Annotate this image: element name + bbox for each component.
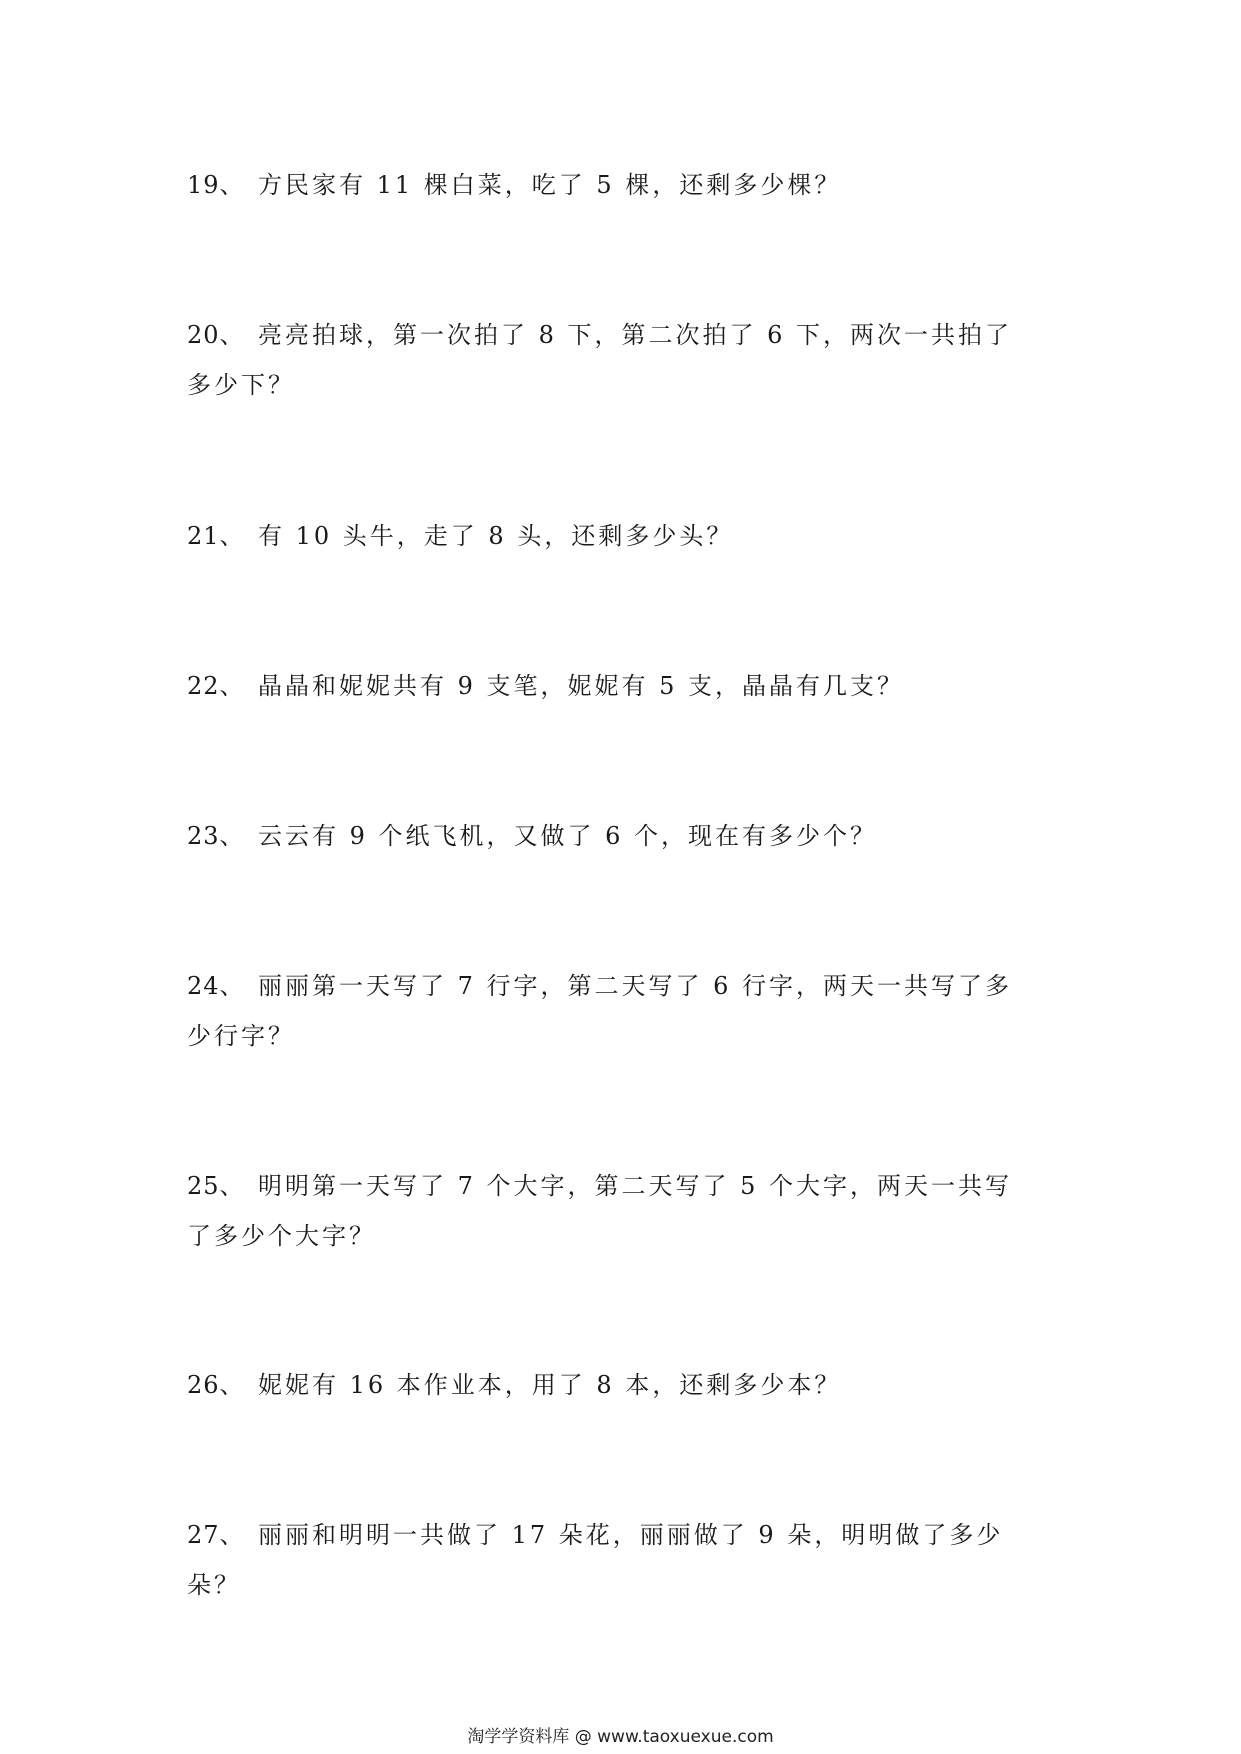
problem-text: 丽丽和明明一共做了 17 朵花，丽丽做了 9 朵，明明做了多少朵？ — [187, 1521, 1004, 1599]
problem-number: 24、 — [187, 972, 245, 1000]
problem-number: 23、 — [187, 822, 245, 850]
problem-text: 云云有 9 个纸飞机，又做了 6 个，现在有多少个？ — [258, 822, 878, 850]
problem-text: 妮妮有 16 本作业本，用了 8 本，还剩多少本？ — [258, 1371, 842, 1399]
problem-number: 21、 — [187, 522, 245, 550]
problem-22 — [187, 661, 1037, 711]
problem-number: 22、 — [187, 672, 245, 700]
problem-text: 有 10 头牛，走了 8 头，还剩多少头？ — [258, 522, 734, 550]
footer-watermark: 淘学学资料库 @ www.taoxuexue.com — [467, 1727, 774, 1747]
problem-text: 晶晶和妮妮共有 9 支笔，妮妮有 5 支，晶晶有几支？ — [258, 672, 905, 700]
problem-24 — [187, 961, 1037, 1061]
problem-23 — [187, 811, 1037, 861]
problem-number: 20、 — [187, 321, 245, 349]
problem-number: 19、 — [187, 171, 245, 199]
problem-27 — [187, 1510, 1037, 1610]
problem-text: 方民家有 11 棵白菜，吃了 5 棵，还剩多少棵？ — [258, 171, 842, 199]
problem-text: 丽丽第一天写了 7 行字，第二天写了 6 行字，两天一共写了多少行字？ — [187, 972, 1013, 1050]
problem-number: 27、 — [187, 1521, 245, 1549]
problem-text: 亮亮拍球，第一次拍了 8 下，第二次拍了 6 下，两次一共拍了多少下？ — [187, 321, 1013, 399]
problem-number: 26、 — [187, 1371, 245, 1399]
problem-text: 明明第一天写了 7 个大字，第二天写了 5 个大字，两天一共写了多少个大字？ — [187, 1172, 1013, 1250]
problem-19 — [187, 160, 1037, 210]
problem-26 — [187, 1360, 1037, 1410]
problem-21 — [187, 511, 1037, 561]
problem-25 — [187, 1161, 1037, 1261]
problem-20 — [187, 310, 1037, 410]
problem-number: 25、 — [187, 1172, 245, 1200]
